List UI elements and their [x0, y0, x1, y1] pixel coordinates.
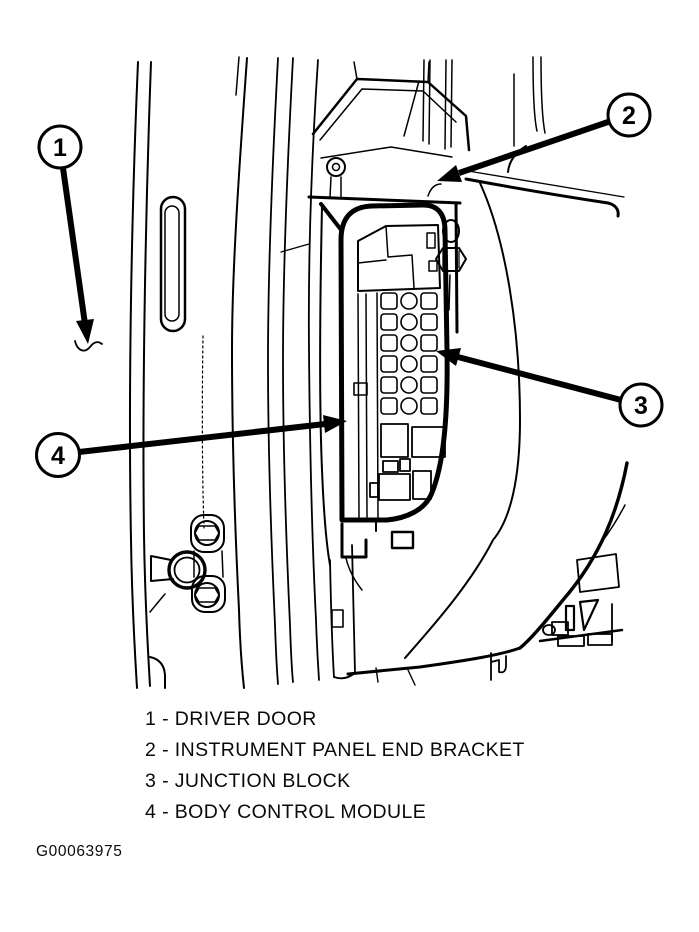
legend-item-1: 1 - DRIVER DOOR	[145, 708, 317, 730]
callout-3-number: 3	[634, 392, 648, 420]
callout-2-number: 2	[622, 102, 636, 130]
legend	[145, 704, 525, 828]
bolt	[436, 248, 466, 271]
callout-1	[39, 126, 102, 351]
instrument-panel-end-bracket	[309, 57, 624, 332]
callout-3-arrow	[458, 357, 621, 400]
driver-door	[130, 57, 247, 688]
junction-block	[320, 204, 447, 565]
callout-2-arrow	[459, 122, 608, 173]
callout-4-number: 4	[51, 442, 65, 470]
legend-item-2: 2 - INSTRUMENT PANEL END BRACKET	[145, 739, 525, 761]
screw	[327, 158, 345, 176]
lower-dash-and-cowl	[346, 183, 627, 685]
legend-item-3: 3 - JUNCTION BLOCK	[145, 770, 351, 792]
fuse-grid	[381, 293, 437, 414]
callout-1-number: 1	[53, 134, 67, 162]
callout-1-arrow	[63, 168, 85, 324]
callout-3	[436, 348, 662, 426]
callout-4	[37, 415, 348, 477]
legend-item-4: 4 - BODY CONTROL MODULE	[145, 801, 427, 823]
figure-code: G00063975	[36, 843, 123, 860]
